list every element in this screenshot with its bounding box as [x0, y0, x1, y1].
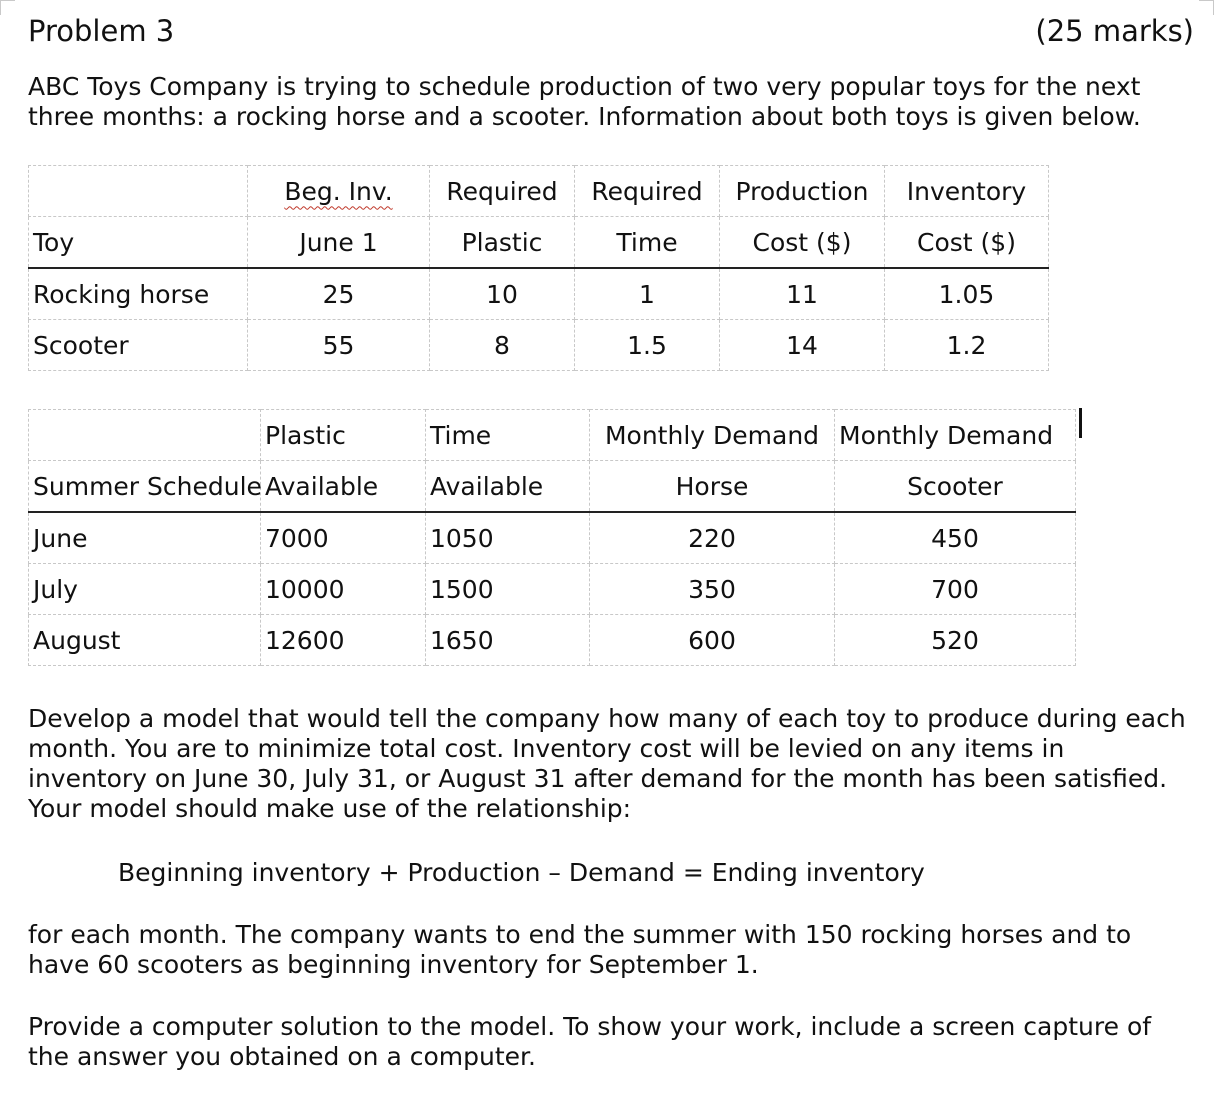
spellcheck-underlined-text: Beg. Inv.: [284, 176, 393, 206]
header-cell: [29, 410, 261, 461]
scooter-demand-cell: 700: [835, 564, 1076, 615]
header-cell: Summer Schedule: [29, 461, 261, 513]
intro-line: ABC Toys Company is trying to schedule production of two very popular toys for the next: [28, 72, 1141, 101]
develop-line: inventory on June 30, July 31, or August 31 after demand for the month has been satisfied.: [28, 764, 1168, 793]
closing-paragraph: [28, 1012, 1151, 1072]
header-cell: June 1: [248, 217, 430, 269]
header-cell: Scooter: [835, 461, 1076, 513]
inventory-cost-cell: 1.2: [885, 320, 1049, 371]
toy-table-header-row: [29, 166, 1049, 217]
develop-line: Your model should make use of the relationship:: [28, 794, 632, 823]
closing-line: the answer you obtained on a computer.: [28, 1042, 536, 1071]
inventory-equation: Beginning inventory + Production – Demand = Ending inventory: [118, 858, 925, 887]
horse-demand-cell: 220: [590, 512, 835, 564]
closing-line: Provide a computer solution to the model. To show your work, include a screen capture of: [28, 1012, 1152, 1041]
schedule-table-header-row: [29, 410, 1076, 461]
production-cost-cell: 14: [720, 320, 885, 371]
develop-paragraph: [28, 704, 1186, 824]
header-cell: Cost ($): [720, 217, 885, 269]
header-cell: Monthly Demand: [590, 410, 835, 461]
toy-name-cell: Rocking horse: [29, 268, 248, 320]
header-cell: Time: [426, 410, 590, 461]
time-available-cell: 1500: [426, 564, 590, 615]
header-cell: Production: [720, 166, 885, 217]
followup-paragraph: [28, 920, 1131, 980]
header-cell: Required: [430, 166, 575, 217]
table-row: [29, 320, 1049, 371]
header-cell: Monthly Demand: [835, 410, 1076, 461]
horse-demand-cell: 350: [590, 564, 835, 615]
develop-line: Develop a model that would tell the company how many of each toy to produce during each: [28, 704, 1186, 733]
table-row: [29, 512, 1076, 564]
time-cell: 1.5: [575, 320, 720, 371]
month-cell: July: [29, 564, 261, 615]
scooter-demand-cell: 450: [835, 512, 1076, 564]
table-row: [29, 564, 1076, 615]
plastic-available-cell: 7000: [261, 512, 426, 564]
header-cell: Cost ($): [885, 217, 1049, 269]
toy-table-header-row: [29, 217, 1049, 269]
time-available-cell: 1050: [426, 512, 590, 564]
header-cell: Available: [426, 461, 590, 513]
time-available-cell: 1650: [426, 615, 590, 666]
followup-line: have 60 scooters as beginning inventory for September 1.: [28, 950, 759, 979]
header-cell: Inventory: [885, 166, 1049, 217]
schedule-table-header-row: [29, 461, 1076, 513]
toy-name-cell: Scooter: [29, 320, 248, 371]
header-cell: [29, 166, 248, 217]
page-corner-mark-right: [1199, 0, 1214, 15]
header-cell: Plastic: [430, 217, 575, 269]
plastic-cell: 8: [430, 320, 575, 371]
header-cell: [248, 166, 430, 217]
intro-line: three months: a rocking horse and a scooter. Information about both toys is given below.: [28, 102, 1141, 131]
horse-demand-cell: 600: [590, 615, 835, 666]
problem-marks: (25 marks): [1035, 14, 1194, 48]
header-cell: Plastic: [261, 410, 426, 461]
table-row: [29, 615, 1076, 666]
month-cell: August: [29, 615, 261, 666]
month-cell: June: [29, 512, 261, 564]
time-cell: 1: [575, 268, 720, 320]
summer-schedule-table: [28, 409, 1076, 666]
page-corner-mark-left: [0, 0, 15, 15]
develop-line: month. You are to minimize total cost. Inventory cost will be levied on any items in: [28, 734, 1065, 763]
problem-title: Problem 3: [28, 14, 175, 48]
plastic-available-cell: 12600: [261, 615, 426, 666]
beg-inv-cell: 55: [248, 320, 430, 371]
header-cell: Toy: [29, 217, 248, 269]
header-cell: Required: [575, 166, 720, 217]
beg-inv-cell: 25: [248, 268, 430, 320]
header-cell: Horse: [590, 461, 835, 513]
text-cursor: [1079, 408, 1082, 438]
plastic-cell: 10: [430, 268, 575, 320]
production-cost-cell: 11: [720, 268, 885, 320]
toy-info-table: [28, 165, 1049, 371]
scooter-demand-cell: 520: [835, 615, 1076, 666]
header-cell: Time: [575, 217, 720, 269]
table-row: [29, 268, 1049, 320]
inventory-cost-cell: 1.05: [885, 268, 1049, 320]
followup-line: for each month. The company wants to end the summer with 150 rocking horses and to: [28, 920, 1132, 949]
header-cell: Available: [261, 461, 426, 513]
plastic-available-cell: 10000: [261, 564, 426, 615]
intro-paragraph: [28, 72, 1141, 132]
